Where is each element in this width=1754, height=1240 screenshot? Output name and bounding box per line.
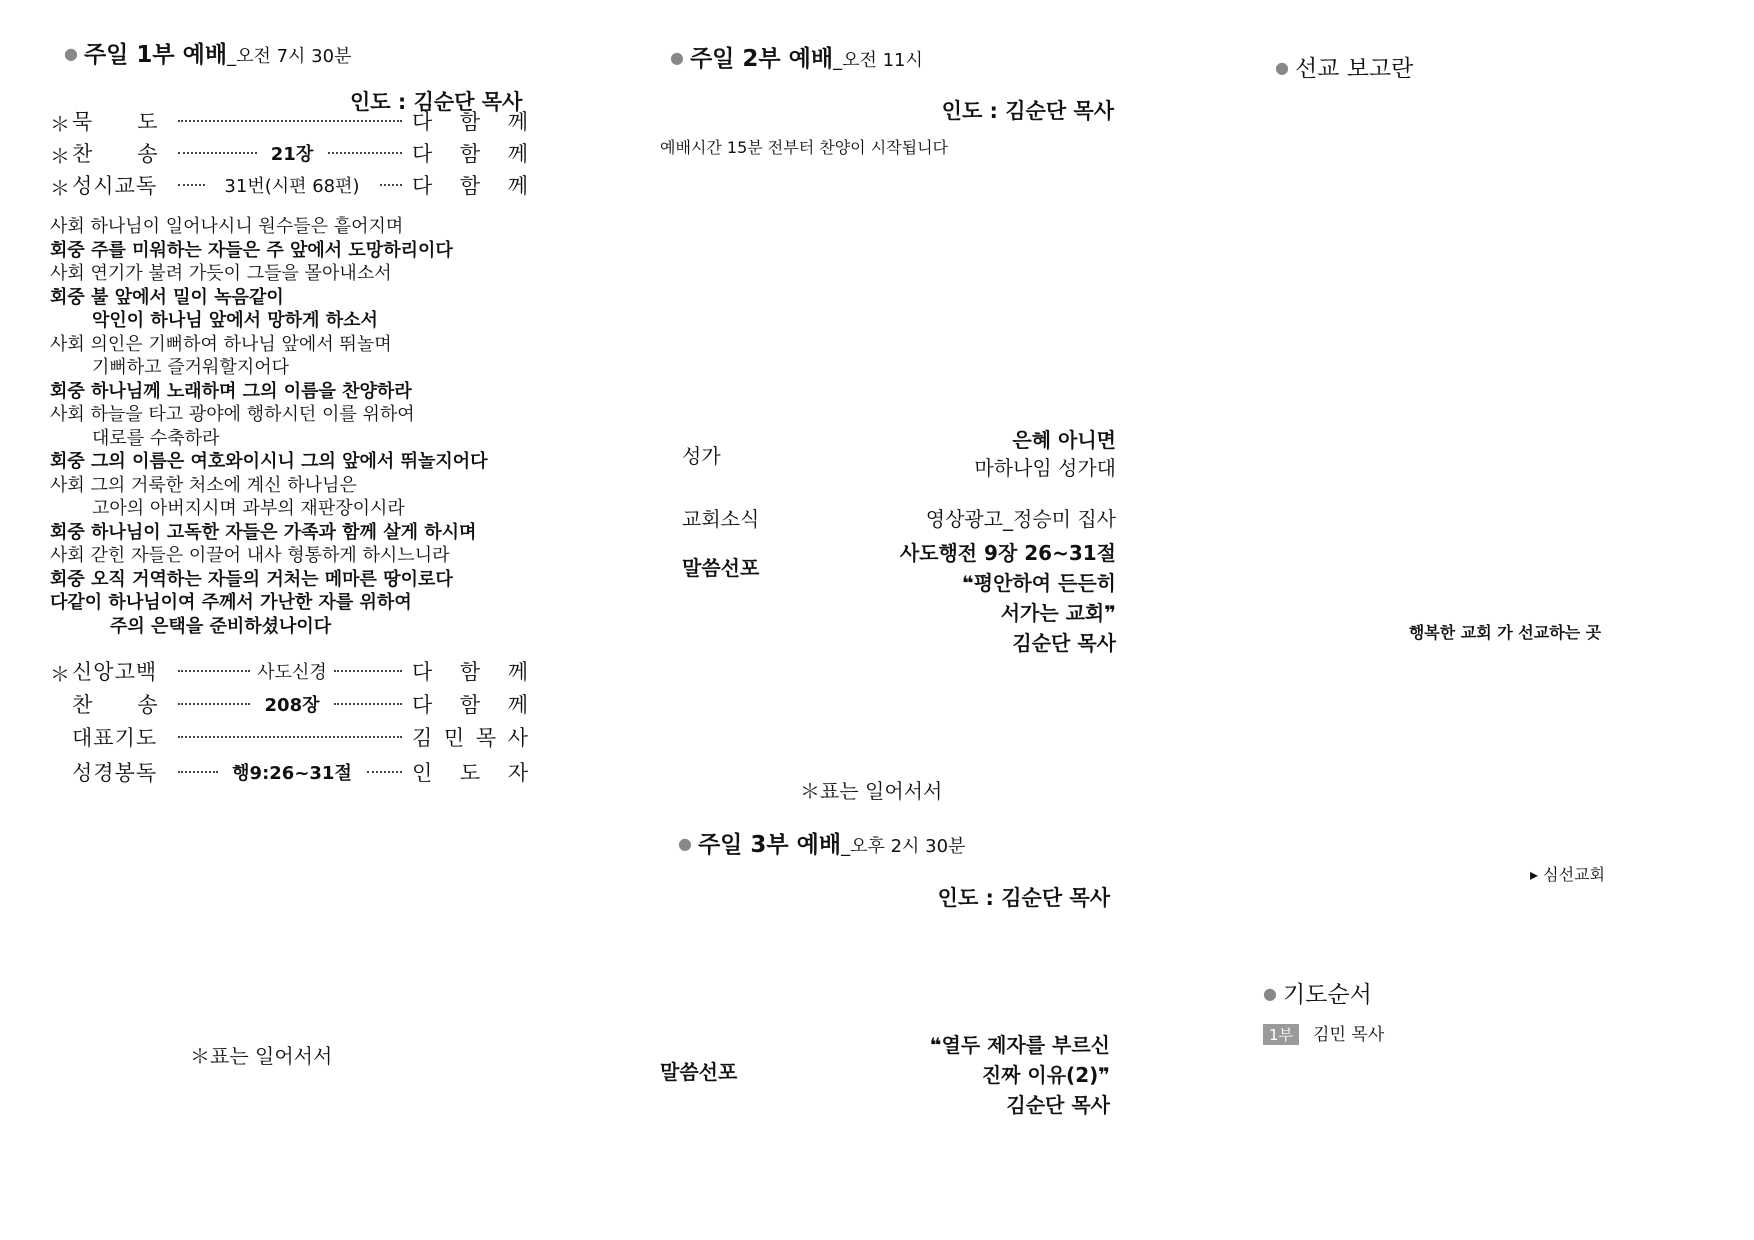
top-order-row [50, 170, 540, 200]
third-service-title: 주일 3부 예배 [697, 832, 842, 858]
first-service-time: _오전 7시 30분 [227, 46, 352, 67]
news-label: 교회소식 [682, 507, 760, 531]
reading-line: 기뻐하고 즐거워할지어다 [92, 357, 289, 378]
choir-label: 성가 [682, 444, 721, 468]
order-person-char: 인 [412, 761, 433, 785]
praise-notice: 예배시간 15분 전부터 찬양이 시작됩니다 [660, 138, 948, 157]
choir-song: 은혜 아니면 [1012, 428, 1116, 452]
choir-name: 마하나임 성가대 [974, 456, 1116, 480]
mission-place-extra: ▸ 심선교회 [1530, 865, 1605, 884]
standing-mark-icon: ＊ [50, 112, 70, 136]
reading-line: 사회 연기가 불려 가듯이 그들을 몰아내소서 [50, 263, 392, 284]
sermon-title-line2: 서가는 교회❞ [1000, 601, 1116, 625]
sermon-title-line1: ❝평안하여 든든히 [962, 571, 1116, 595]
order-person-char: 목 [475, 726, 497, 750]
order-person-char: 사 [507, 726, 528, 750]
order-detail: 208장 [264, 695, 320, 716]
third-service-heading [678, 826, 965, 859]
dotted-leader [380, 184, 403, 186]
standing-note: ＊표는 일어서서 [190, 1044, 333, 1068]
standing-mark-icon: ＊ [50, 176, 70, 200]
prayer-row-1 [1263, 1020, 1384, 1045]
reading-line: 사회 의인은 기뻐하여 하나님 앞에서 뛰놀며 [50, 333, 392, 355]
reading-line: 사회 하늘을 타고 광야에 행하시던 이를 위하여 [50, 404, 415, 425]
third-service-leader: 인도 : 김순단 목사 [937, 886, 1110, 910]
order-person-char: 함 [459, 174, 481, 198]
prayer-title: 기도순서 [1282, 982, 1372, 1008]
order-person [412, 689, 528, 719]
order-person-char: 함 [459, 110, 481, 134]
order-person-char: 께 [507, 142, 528, 166]
order-detail: 행9:26~31절 [232, 763, 352, 784]
order-name: 성시교독 [72, 174, 158, 198]
reading-line: 회중 그의 이름은 여호와이시니 그의 앞에서 뛰놀지어다 [50, 451, 488, 472]
first-service-heading [64, 36, 351, 69]
order-detail: 21장 [270, 144, 314, 165]
order-name: 묵 도 [72, 110, 159, 134]
bottom-order-row [50, 722, 540, 752]
order-detail: 31번(시편 68편) [224, 176, 360, 197]
dotted-leader [178, 703, 250, 705]
dotted-leader [178, 670, 250, 672]
prayer-tag-1: 1부 [1263, 1024, 1299, 1045]
mission-places-title: 행복한 교회 가 선교하는 곳 [1408, 623, 1602, 642]
sermon3-speaker: 김순단 목사 [1006, 1093, 1110, 1117]
dotted-leader [328, 152, 403, 154]
first-service-leader: 인도 : 김순단 목사 [350, 90, 523, 114]
order-person-char: 도 [459, 761, 481, 785]
order-name: 신앙고백 [72, 660, 158, 684]
reading-line: 다같이 하나님이여 주께서 가난한 자를 위하여 [50, 592, 412, 613]
reading-line: 사회 하나님이 일어나시니 원수들은 흩어지며 [50, 216, 404, 237]
reading-line: 회중 불 앞에서 밀이 녹음같이 [50, 286, 284, 308]
reading-line: 대로를 수축하라 [92, 427, 220, 449]
dotted-leader [367, 771, 403, 773]
bottom-order-row [50, 656, 540, 686]
sermon3-value [930, 1030, 1110, 1120]
bullet-icon: ● [1263, 984, 1277, 1003]
order-person-char: 께 [507, 693, 528, 717]
order-person-char: 함 [459, 693, 481, 717]
bullet-icon: ● [670, 48, 684, 67]
top-order-row [50, 138, 540, 168]
mission-title: 선교 보고란 [1294, 56, 1414, 82]
third-service-time: _오후 2시 30분 [841, 836, 966, 857]
order-person-char: 께 [507, 110, 528, 134]
sermon3-label: 말씀선포 [660, 1060, 738, 1084]
first-service-title: 주일 1부 예배 [83, 42, 228, 68]
bullet-icon: ● [64, 44, 78, 63]
second-service-leader: 인도 : 김순단 목사 [941, 99, 1114, 123]
reading-line: 주의 은택을 준비하셨나이다 [110, 615, 332, 637]
dotted-leader [178, 184, 205, 186]
top-order-row [50, 106, 540, 136]
order-name: 찬 송 [72, 693, 159, 717]
reading-line: 회중 하나님이 고독한 자들은 가족과 함께 살게 하시며 [50, 521, 477, 543]
bottom-order-row [50, 757, 540, 787]
second-service-title: 주일 2부 예배 [689, 46, 834, 72]
sermon-speaker: 김순단 목사 [1012, 631, 1116, 655]
order-person [412, 722, 528, 752]
order-name: 찬 송 [72, 142, 159, 166]
order-person [412, 656, 528, 686]
reading-line: 고아의 아버지시며 과부의 재판장이시라 [92, 498, 405, 519]
order-person-char: 께 [507, 174, 528, 198]
bullet-icon: ● [1275, 58, 1289, 77]
order-person-char: 민 [443, 726, 465, 750]
dotted-leader [178, 120, 402, 122]
reading-line: 악인이 하나님 앞에서 망하게 하소서 [92, 310, 378, 331]
dotted-leader [178, 771, 218, 773]
standing-mark-icon: ＊ [50, 144, 70, 168]
order-detail: 사도신경 [257, 662, 327, 683]
choir-row [660, 428, 1120, 490]
second-service-time: _오전 11시 [833, 50, 923, 71]
order-name: 성경봉독 [72, 761, 158, 785]
order-person [412, 138, 528, 168]
order-person-char: 께 [507, 660, 528, 684]
reading-line: 사회 그의 거룩한 처소에 계신 하나님은 [50, 474, 357, 496]
order-person-char: 함 [459, 660, 481, 684]
choir-value [974, 426, 1116, 482]
order-person [412, 170, 528, 200]
bottom-order-row [50, 689, 540, 719]
sermon-label: 말씀선포 [682, 556, 760, 580]
dotted-leader [334, 670, 402, 672]
dotted-leader [178, 152, 257, 154]
sermon3-title-line1: ❝열두 제자를 부르신 [929, 1033, 1110, 1057]
reading-line: 회중 주를 미워하는 자들은 주 앞에서 도망하리이다 [50, 239, 453, 261]
bullet-icon: ● [678, 834, 692, 853]
order-name: 대표기도 [72, 726, 158, 750]
order-person [412, 757, 528, 787]
order-person-char: 자 [507, 761, 528, 785]
order-person-char: 다 [412, 174, 433, 198]
prayer-heading [1263, 976, 1372, 1009]
order-person-char: 김 [412, 726, 433, 750]
second-service-heading [670, 40, 923, 73]
standing-note-2: ＊표는 일어서서 [800, 779, 943, 803]
sermon3-title-line2: 진짜 이유(2)❞ [981, 1063, 1110, 1087]
prayer-line-1: 김민 목사 [1313, 1025, 1385, 1045]
mission-heading [1275, 50, 1413, 83]
dotted-leader [334, 703, 402, 705]
order-person-char: 함 [459, 142, 481, 166]
sermon-value [900, 538, 1116, 658]
order-person-char: 다 [412, 110, 433, 134]
dotted-leader [178, 736, 402, 738]
standing-mark-icon: ＊ [50, 662, 70, 686]
order-person [412, 106, 528, 136]
order-person-char: 다 [412, 660, 433, 684]
order-person-char: 다 [412, 693, 433, 717]
reading-line: 사회 갇힌 자들은 이끌어 내사 형통하게 하시느니라 [50, 545, 450, 566]
order-person-char: 다 [412, 142, 433, 166]
reading-line: 회중 하나님께 노래하며 그의 이름을 찬양하라 [50, 380, 412, 402]
news-value: 영상광고_정승미 집사 [925, 507, 1116, 531]
sermon-reference: 사도행전 9장 26~31절 [899, 541, 1116, 565]
reading-line: 회중 오직 거역하는 자들의 거처는 메마른 땅이로다 [50, 568, 453, 590]
